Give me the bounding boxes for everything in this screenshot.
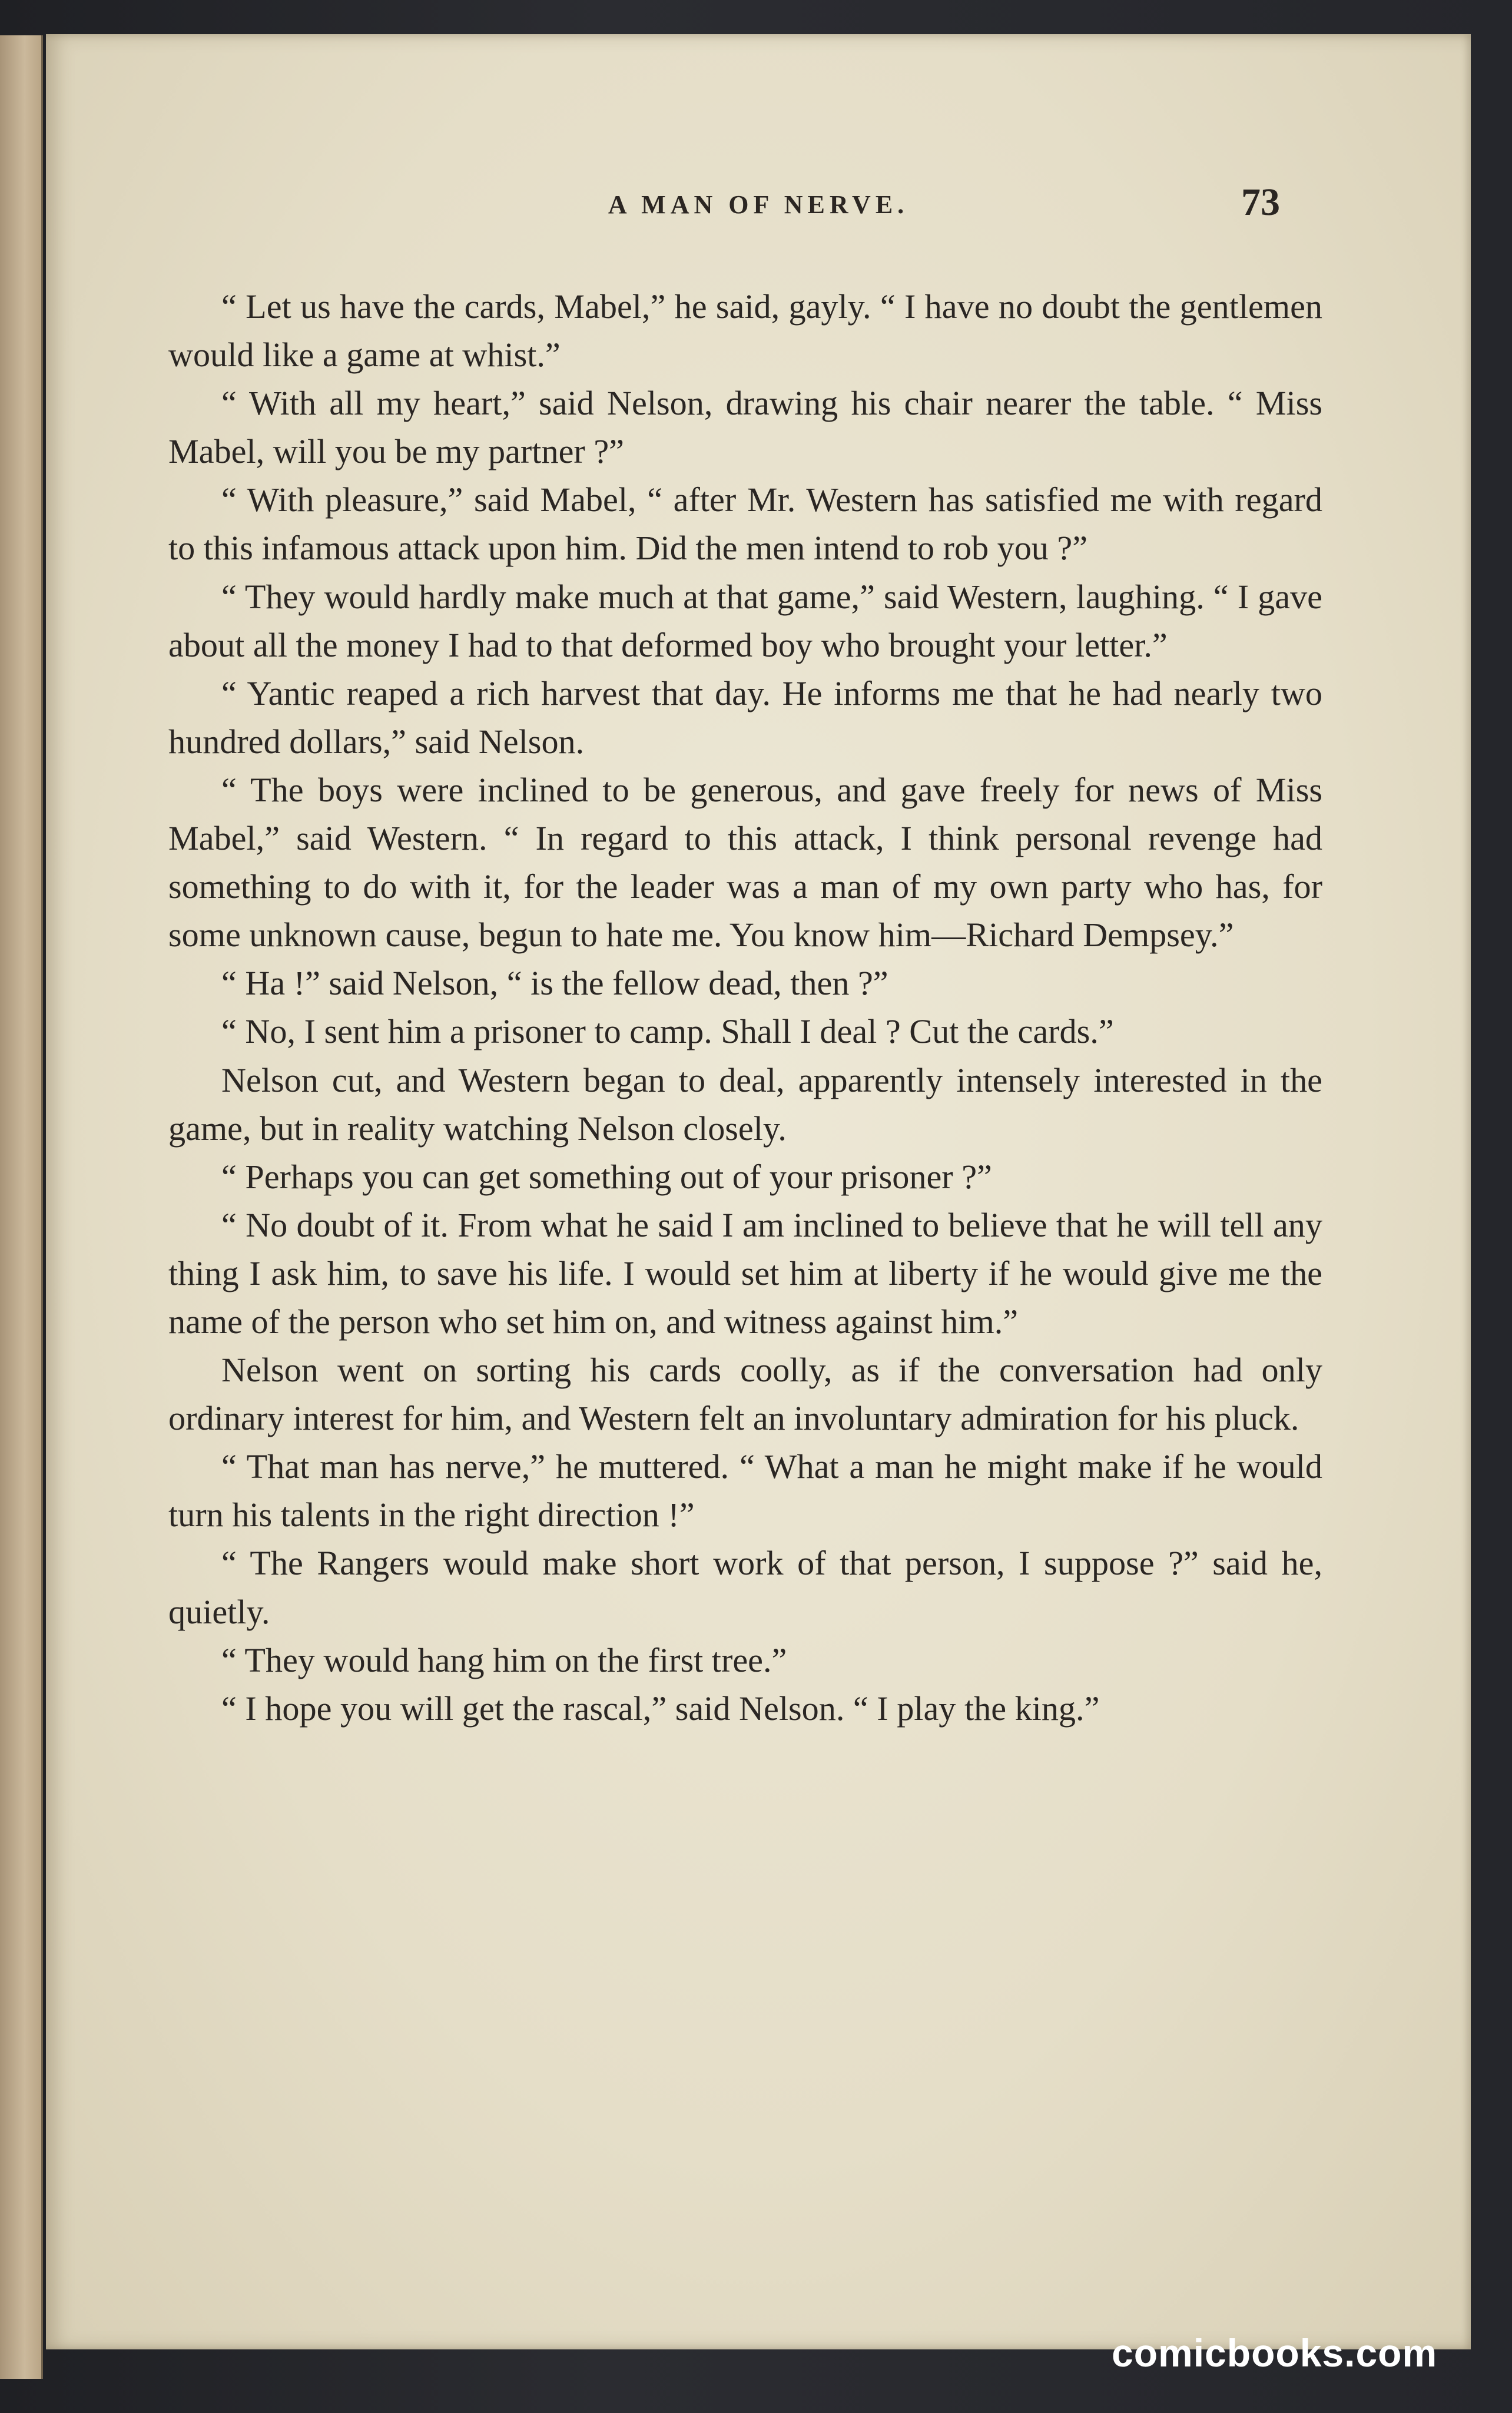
paragraph: Nelson went on sorting his cards coolly, as if the conversation had only ordinary interest for him, and Western felt an involuntary admiration for his pluck. xyxy=(168,1351,1322,1438)
running-head xyxy=(46,178,1471,225)
paragraph: “ They would hardly make much at that game,” said Western, laughing. “ I gave about all the money I had to that deformed boy who brought your letter.” xyxy=(168,577,1322,664)
paragraph: “ They would hang him on the first tree.” xyxy=(221,1640,787,1679)
paragraph: “ The Rangers would make short work of that person, I suppose ?” said he, quietly. xyxy=(168,1544,1322,1631)
paragraph: “ Perhaps you can get something out of your prisoner ?” xyxy=(221,1157,992,1196)
paragraph: “ The boys were inclined to be generous, and gave freely for news of Miss Mabel,” said Western. “ In regard to this attack, I think personal revenge had something to do with it, for the leader was a man of my own party who has, for some unknown cause, begun to hate me. You know him—Richard Dempsey.” xyxy=(168,770,1322,954)
paragraph: “ Ha !” said Nelson, “ is the fellow dead, then ?” xyxy=(221,964,888,1003)
paragraph: “ That man has nerve,” he muttered. “ What a man he might make if he would turn his talents in the right direction !” xyxy=(168,1447,1322,1534)
text-block xyxy=(168,283,1322,1733)
watermark: comicbooks.com xyxy=(1112,2331,1438,2375)
paragraph: Nelson cut, and Western began to deal, apparently intensely interested in the game, but in reality watching Nelson closely. xyxy=(168,1060,1322,1148)
paragraph: “ No doubt of it. From what he said I am inclined to believe that he will tell any thing I ask him, to save his life. I would set him at liberty if he would give me the name of the person who set him on, and witness against him.” xyxy=(168,1205,1322,1341)
page-number: 73 xyxy=(1241,181,1280,224)
running-title: A MAN OF NERVE. xyxy=(608,190,909,219)
paragraph: “ Yantic reaped a rich harvest that day. He informs me that he had nearly two hundred dollars,” said Nelson. xyxy=(168,674,1322,761)
paragraph: “ Let us have the cards, Mabel,” he said, gayly. “ I have no doubt the gentlemen would like a game at whist.” xyxy=(168,287,1322,374)
paragraph: “ I hope you will get the rascal,” said Nelson. “ I play the king.” xyxy=(221,1689,1100,1728)
paragraph: “ With all my heart,” said Nelson, drawing his chair nearer the table. “ Miss Mabel, will you be my partner ?” xyxy=(168,384,1322,471)
left-page-edge xyxy=(0,35,43,2379)
book-page xyxy=(46,34,1471,2349)
paragraph: “ No, I sent him a prisoner to camp. Shall I deal ? Cut the cards.” xyxy=(221,1012,1114,1051)
paragraph: “ With pleasure,” said Mabel, “ after Mr. Western has satisfied me with regard to this infamous attack upon him. Did the men intend to rob you ?” xyxy=(168,480,1322,568)
